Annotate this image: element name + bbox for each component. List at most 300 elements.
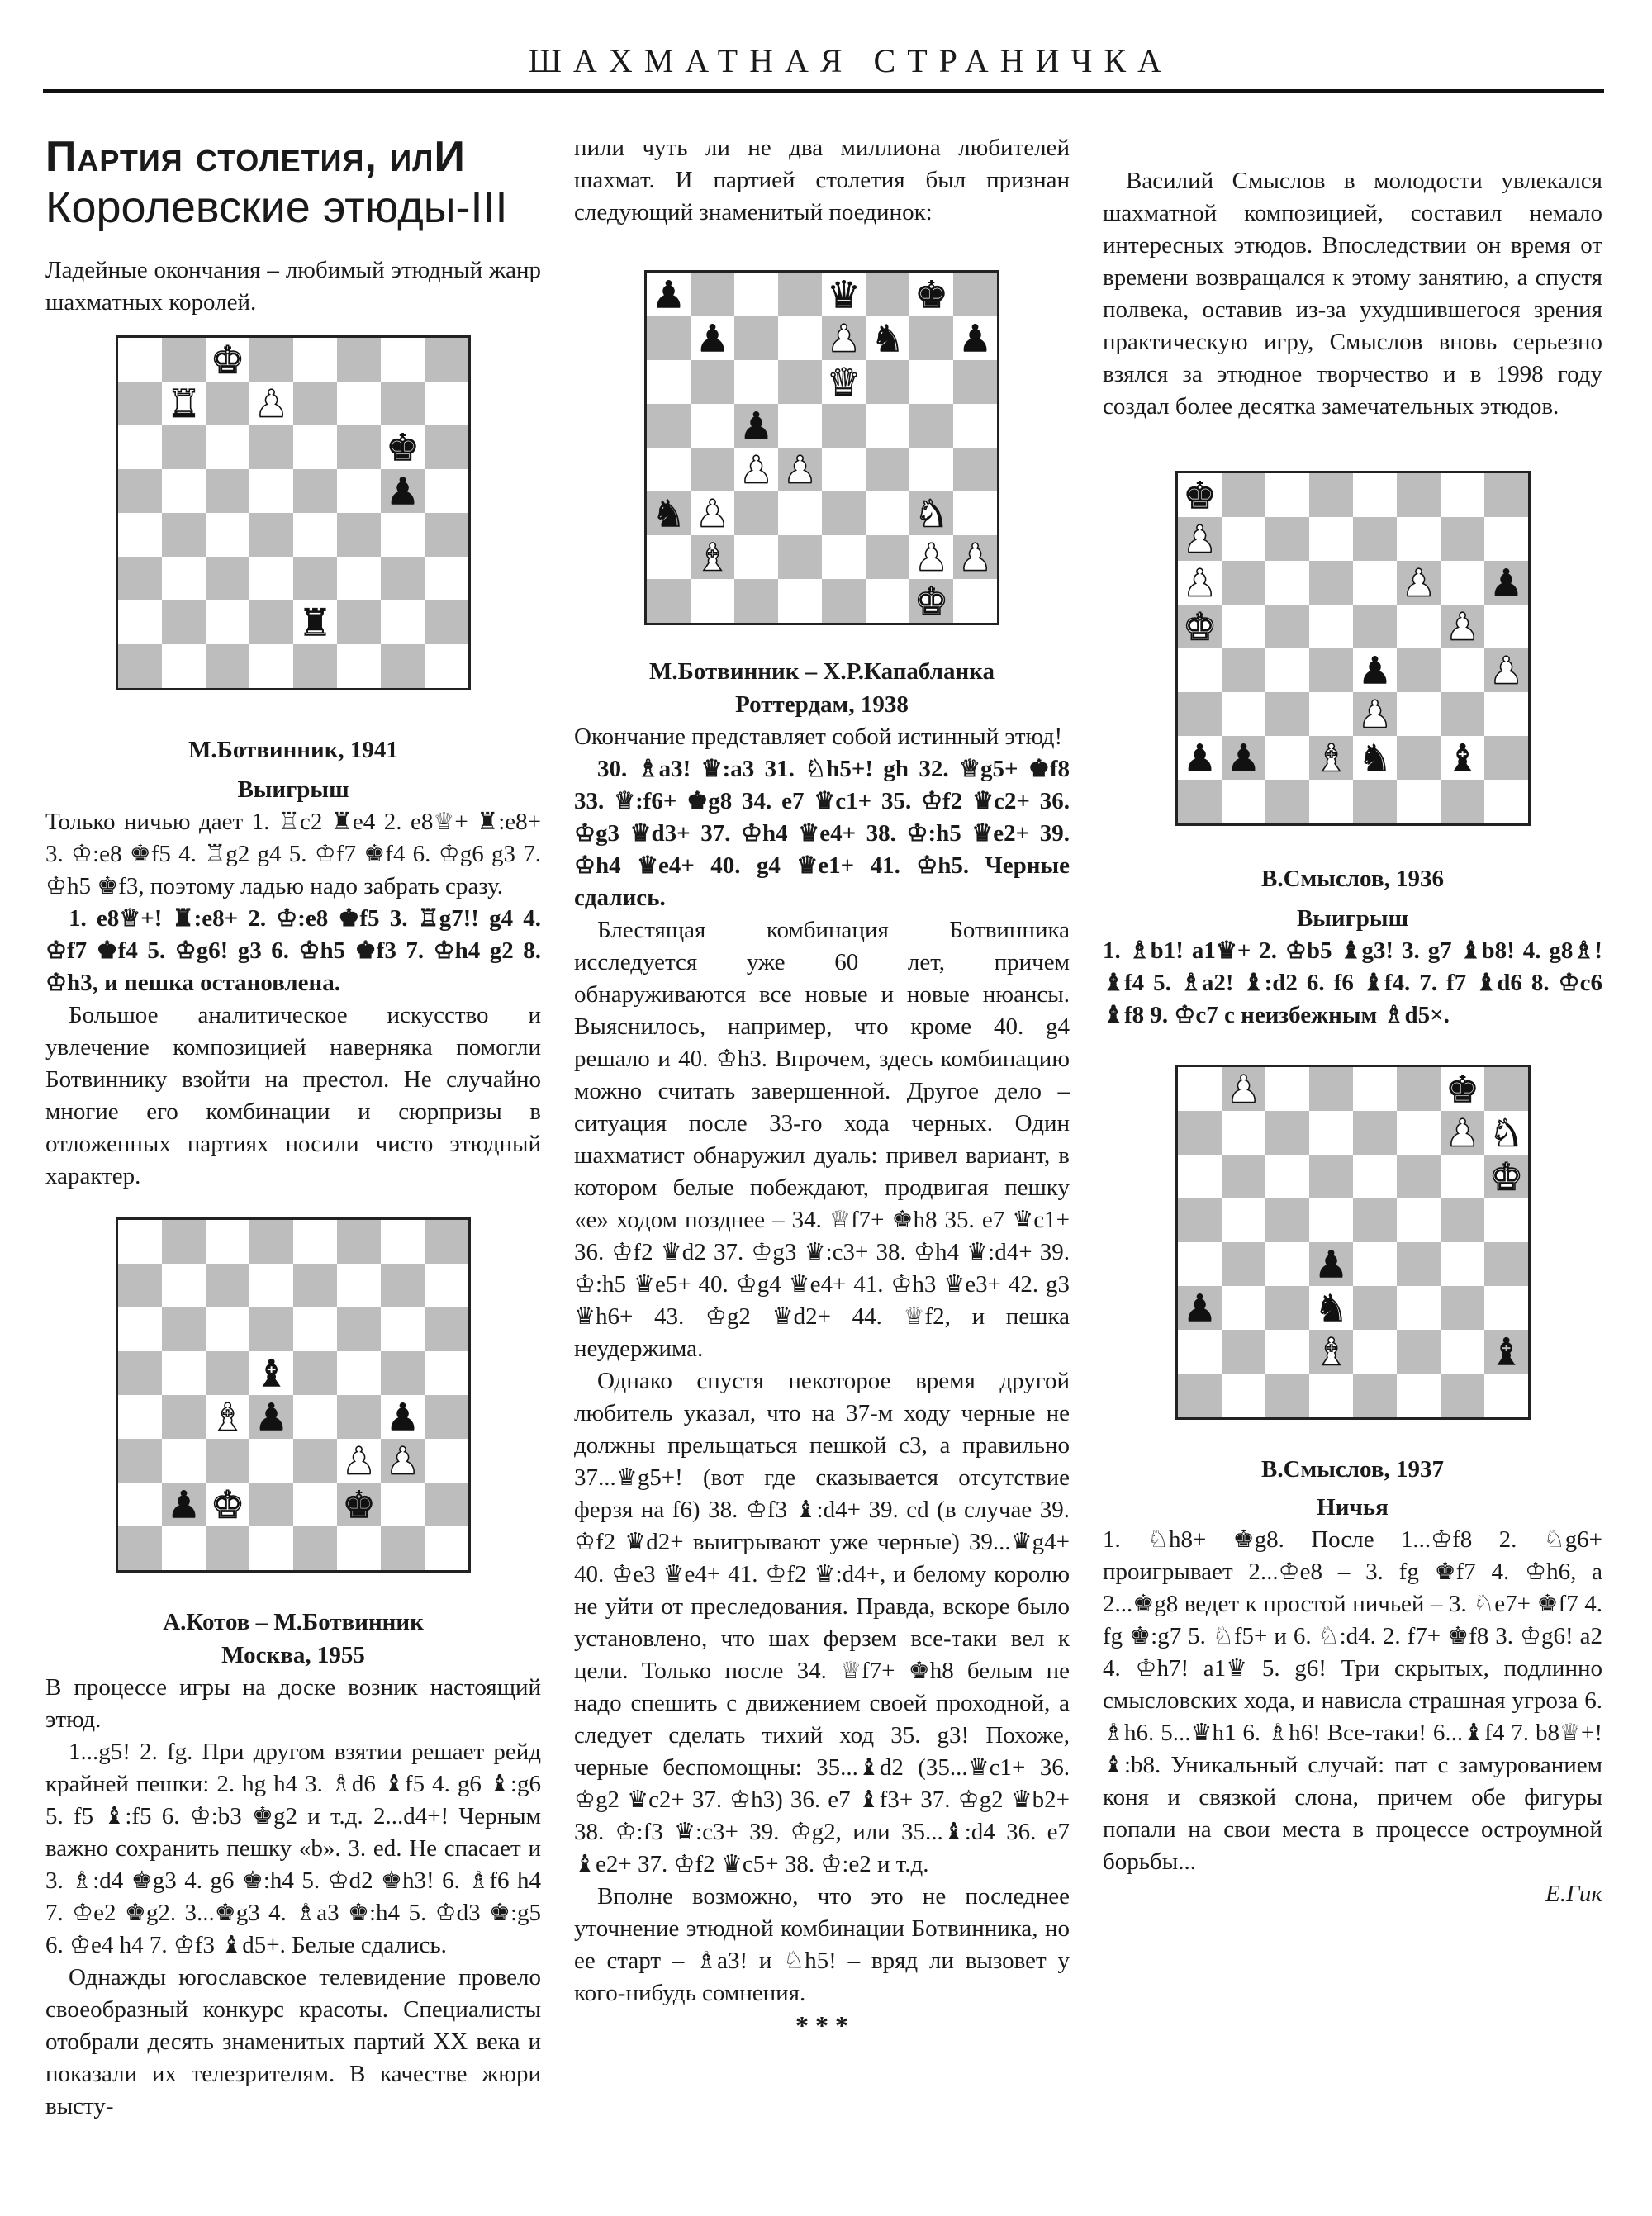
board-square — [381, 1264, 425, 1307]
board-square — [1178, 648, 1222, 692]
black-pawn-icon: ♟ — [652, 273, 686, 317]
board-square — [425, 513, 468, 557]
board-square — [778, 579, 822, 623]
board-square — [206, 382, 249, 425]
board-square — [1309, 1155, 1353, 1198]
board-square — [1397, 1155, 1441, 1198]
board-square — [293, 1351, 337, 1395]
board-square — [425, 1351, 468, 1395]
board-square — [647, 316, 691, 360]
board-square — [425, 1220, 468, 1264]
paragraph: Вполне возможно, что это не последнее уточнение этюдной комбинации Ботвинника, но ее старт – ♗a3! и ♘h5! – вряд ли вызовет у кого-нибудь сомнения. — [574, 1883, 1070, 2006]
board-square — [1353, 1198, 1397, 1242]
board-square — [1484, 605, 1528, 648]
diagram-3-caption — [574, 655, 1070, 721]
board-square — [118, 1307, 162, 1351]
black-king-icon: ♚ — [386, 425, 420, 470]
board-square — [162, 644, 206, 688]
board-square — [425, 469, 468, 513]
board-square — [249, 600, 293, 644]
black-king-icon: ♚ — [1445, 1067, 1479, 1112]
board-square — [822, 448, 866, 491]
black-queen-icon: ♛ — [827, 273, 861, 317]
board-square — [118, 1351, 162, 1395]
board-square — [1397, 780, 1441, 823]
board-square — [162, 600, 206, 644]
board-square — [1441, 1242, 1484, 1286]
board-square — [118, 1264, 162, 1307]
paragraph: 1. ♘h8+ ♚g8. После 1...♔f8 2. ♘g6+ проигрывает 2...♔e8 – 3. fg ♚f7 4. ♔h6, а 2...♚g8 ведет к простой ничьей – 3. ♘e7+ ♚f7 4. fg ♚:g7 5. ♘f5+ и 6. ♘:d4. 2. f7+ ♚f8 3. ♔g6! a2 4. ♔h7! a1♛ 5. g6! Три скрытых, подлинно смысловских хода, и нависла страшная угроза 6. ♗h6. 5...♛h1 6. ♗h6! Все-таки! 6...♝f4 7. b8♕+! ♝:b8. Уникальный случай: пат с замурованием коня и связкой слона, причем обе фигуры попали на свои места в процессе остроумной борьбы... — [1103, 1526, 1602, 1875]
board-square — [118, 1526, 162, 1570]
board-square — [206, 513, 249, 557]
white-knight-icon: ♞ — [914, 491, 948, 536]
board-square — [381, 1220, 425, 1264]
board-square — [118, 1395, 162, 1439]
board-square — [293, 644, 337, 688]
white-pawn-icon: ♟ — [254, 382, 288, 426]
black-pawn-icon: ♟ — [1182, 1286, 1217, 1331]
board-square — [778, 491, 822, 535]
section-separator: * * * — [795, 2010, 848, 2040]
board-square — [953, 273, 997, 316]
board-square — [1353, 1374, 1397, 1417]
board-square — [953, 404, 997, 448]
board-square — [647, 579, 691, 623]
diagram-2-caption — [45, 1606, 541, 1672]
board-square — [866, 448, 909, 491]
board-square — [1222, 692, 1265, 736]
diagram-2-title: А.Котов – М.Ботвинник — [163, 1609, 424, 1635]
white-pawn-icon: ♟ — [1182, 561, 1217, 605]
board-square — [1222, 1111, 1265, 1155]
chess-diagram-1 — [116, 335, 471, 690]
board-square — [425, 644, 468, 688]
black-pawn-icon: ♟ — [958, 316, 992, 361]
board-square — [293, 1307, 337, 1351]
board-square — [206, 1351, 249, 1395]
board-square — [1397, 1198, 1441, 1242]
black-king-icon: ♚ — [1182, 473, 1217, 518]
board-square — [206, 425, 249, 469]
board-square — [1397, 736, 1441, 780]
board-square — [866, 579, 909, 623]
white-pawn-icon: ♟ — [386, 1439, 420, 1483]
board-square — [425, 1483, 468, 1526]
board-square — [1178, 1111, 1222, 1155]
board-square — [337, 600, 381, 644]
board-square — [866, 404, 909, 448]
paragraph: 1...g5! 2. fg. При другом взятии решает рейд крайней пешки: 2. hg h4 3. ♗d6 ♝f5 4. g6 ♝:g6 5. f5 ♝:f5 6. ♔:b3 ♚g2 и т.д. 2...d4+! Черным важно сохранить пешку «b». 3. ed. Не спасает и 3. ♗:d4 ♚g3 4. g6 ♚:h4 5. ♔d2 ♚h3! 6. ♗f6 h4 7. ♔e2 ♚g2. 3...♚g3 4. ♗a3 ♚:h4 5. ♔d3 ♚:g5 6. ♔e4 h4 7. ♔f3 ♝d5+. Белые сдались. — [45, 1739, 541, 1958]
board-square — [691, 579, 734, 623]
board-square — [1222, 1374, 1265, 1417]
board-square — [778, 360, 822, 404]
board-square — [425, 557, 468, 600]
diagram-4-result: Выигрыш — [1296, 905, 1409, 932]
white-pawn-icon: ♟ — [1488, 648, 1523, 693]
board-square — [1309, 605, 1353, 648]
black-king-icon: ♚ — [914, 273, 948, 317]
chess-diagram-5 — [1175, 1065, 1531, 1420]
board-square — [381, 1483, 425, 1526]
white-pawn-icon: ♟ — [1401, 561, 1436, 605]
board-square — [1265, 648, 1309, 692]
column-1 — [45, 132, 541, 2123]
chessboard-svg — [118, 1220, 468, 1570]
board-square — [162, 338, 206, 382]
board-square — [734, 535, 778, 579]
board-square — [249, 513, 293, 557]
board-square — [647, 448, 691, 491]
board-square — [691, 404, 734, 448]
chessboard-svg — [1178, 473, 1528, 823]
board-square — [1309, 1374, 1353, 1417]
board-square — [1441, 473, 1484, 517]
board-square — [293, 1220, 337, 1264]
board-square — [425, 425, 468, 469]
board-square — [381, 600, 425, 644]
board-square — [1265, 736, 1309, 780]
board-square — [206, 1439, 249, 1483]
board-square — [1309, 561, 1353, 605]
board-square — [1484, 1374, 1528, 1417]
board-square — [1178, 692, 1222, 736]
diagram-2-place: Москва, 1955 — [221, 1642, 365, 1668]
board-square — [425, 338, 468, 382]
board-square — [1178, 1374, 1222, 1417]
board-square — [866, 273, 909, 316]
board-square — [1178, 1155, 1222, 1198]
board-square — [162, 1264, 206, 1307]
board-square — [118, 1220, 162, 1264]
board-square — [206, 469, 249, 513]
paragraph: Однажды югославское телевидение провело своеобразный конкурс красоты. Специалисты отобрали десять знаменитых партий XX века и показали их телезрителям. В качестве жюри высту- — [45, 1964, 541, 2119]
board-square — [1441, 561, 1484, 605]
board-square — [1309, 692, 1353, 736]
board-square — [1265, 1155, 1309, 1198]
black-pawn-icon: ♟ — [1226, 736, 1260, 781]
board-square — [1441, 1198, 1484, 1242]
diagram-1-title: М.Ботвинник, 1941 — [188, 737, 398, 763]
black-pawn-icon: ♟ — [167, 1483, 201, 1527]
board-square — [425, 1526, 468, 1570]
board-square — [1265, 517, 1309, 561]
board-square — [249, 644, 293, 688]
black-knight-icon: ♞ — [652, 491, 686, 536]
board-square — [1441, 780, 1484, 823]
board-square — [162, 1439, 206, 1483]
headline-line-1: Партия столетия, илИ — [45, 133, 466, 181]
board-square — [778, 316, 822, 360]
board-square — [1397, 1242, 1441, 1286]
board-square — [337, 1220, 381, 1264]
board-square — [337, 1351, 381, 1395]
chessboard-svg — [1178, 1067, 1528, 1417]
paragraph: 1. ♗b1! a1♛+ 2. ♔b5 ♝g3! 3. g7 ♝b8! 4. g8♗! ♝f4 5. ♗a2! ♝:d2 6. f6 ♝f4. 7. f7 ♝d6 8. ♔c6 ♝f8 9. ♔c7 с неизбежным ♗d5×. — [1103, 937, 1602, 1028]
board-square — [953, 491, 997, 535]
board-square — [1222, 473, 1265, 517]
board-square — [1353, 780, 1397, 823]
board-square — [1265, 561, 1309, 605]
board-square — [1441, 1330, 1484, 1374]
board-square — [162, 1307, 206, 1351]
board-square — [1484, 1198, 1528, 1242]
black-bishop-icon: ♝ — [254, 1351, 288, 1396]
board-square — [206, 1264, 249, 1307]
diagram-5-title: В.Смыслов, 1937 — [1260, 1456, 1444, 1483]
board-square — [118, 469, 162, 513]
board-square — [293, 1439, 337, 1483]
black-rook-icon: ♜ — [298, 600, 332, 645]
board-square — [118, 644, 162, 688]
board-square — [1265, 1111, 1309, 1155]
board-square — [1265, 692, 1309, 736]
board-square — [1353, 1286, 1397, 1330]
board-square — [647, 535, 691, 579]
running-head — [0, 31, 1652, 81]
board-square — [162, 1526, 206, 1570]
board-square — [1222, 605, 1265, 648]
white-king-icon: ♚ — [1182, 605, 1217, 649]
board-square — [953, 360, 997, 404]
board-square — [293, 1395, 337, 1439]
running-head-rule — [43, 89, 1604, 93]
white-queen-icon: ♛ — [827, 360, 861, 405]
board-square — [1353, 605, 1397, 648]
board-square — [206, 1220, 249, 1264]
black-pawn-icon: ♟ — [739, 404, 773, 448]
board-square — [691, 360, 734, 404]
board-square — [206, 1526, 249, 1570]
white-pawn-icon: ♟ — [695, 491, 729, 536]
board-square — [1222, 561, 1265, 605]
board-square — [337, 1526, 381, 1570]
board-square — [381, 382, 425, 425]
board-square — [734, 316, 778, 360]
board-square — [734, 491, 778, 535]
white-bishop-icon: ♝ — [695, 535, 729, 580]
white-pawn-icon: ♟ — [958, 535, 992, 580]
diagram-3-place: Роттердам, 1938 — [735, 691, 909, 718]
diagram-1-result: Выигрыш — [237, 776, 349, 803]
board-square — [162, 1220, 206, 1264]
board-square — [1397, 473, 1441, 517]
board-square — [909, 360, 953, 404]
author-signature: Е.Гик — [1545, 1881, 1602, 1907]
board-square — [249, 1264, 293, 1307]
board-square — [1309, 1067, 1353, 1111]
board-square — [1397, 1374, 1441, 1417]
white-pawn-icon: ♟ — [1445, 605, 1479, 649]
board-square — [1222, 648, 1265, 692]
chess-diagram-2 — [116, 1217, 471, 1573]
white-pawn-icon: ♟ — [827, 316, 861, 361]
paragraph: 30. ♗a3! ♛:a3 31. ♘h5+! gh 32. ♕g5+ ♚f8 33. ♕:f6+ ♚g8 34. e7 ♛c1+ 35. ♔f2 ♛c2+ 36. ♔g3 ♛d3+ 37. ♔h4 ♛e4+ 38. ♔:h5 ♛e2+ 39. ♔h4 ♛e4+ 40. g4 ♛e1+ 41. ♔h5. Черные сдались. — [574, 756, 1070, 911]
board-square — [249, 1439, 293, 1483]
paragraph: Василий Смыслов в молодости увлекался шахматной композицией, составил немало интересных этюдов. Впоследствии он время от времени возвращался к этому занятию, а спустя полвека, оставив из-за ухудшившегося зрения практическую игру, Смыслов вновь серьезно взялся за этюдное творчество и в 1998 году создал более десятка замечательных этюдов. — [1103, 168, 1602, 420]
board-square — [1397, 1111, 1441, 1155]
board-square — [1353, 473, 1397, 517]
black-pawn-icon: ♟ — [386, 1395, 420, 1440]
board-square — [337, 382, 381, 425]
board-square — [1353, 1111, 1397, 1155]
board-square — [206, 644, 249, 688]
board-square — [1265, 1242, 1309, 1286]
board-square — [1441, 648, 1484, 692]
board-square — [118, 600, 162, 644]
board-square — [249, 338, 293, 382]
board-square — [691, 273, 734, 316]
board-square — [162, 557, 206, 600]
board-square — [1265, 1330, 1309, 1374]
board-square — [293, 513, 337, 557]
board-square — [1484, 517, 1528, 561]
board-square — [293, 1483, 337, 1526]
black-pawn-icon: ♟ — [386, 469, 420, 514]
board-square — [381, 1526, 425, 1570]
board-square — [1222, 1242, 1265, 1286]
board-square — [1178, 1198, 1222, 1242]
board-square — [1178, 1242, 1222, 1286]
board-square — [337, 425, 381, 469]
black-bishop-icon: ♝ — [1488, 1330, 1523, 1374]
board-square — [734, 579, 778, 623]
white-knight-icon: ♞ — [1488, 1111, 1523, 1155]
board-square — [1265, 605, 1309, 648]
board-square — [337, 469, 381, 513]
board-square — [953, 448, 997, 491]
black-pawn-icon: ♟ — [254, 1395, 288, 1440]
board-square — [822, 404, 866, 448]
board-square — [1309, 517, 1353, 561]
column-3 — [1103, 132, 1602, 1910]
board-square — [206, 557, 249, 600]
white-rook-icon: ♜ — [167, 382, 201, 426]
board-square — [1222, 1286, 1265, 1330]
board-square — [118, 1483, 162, 1526]
board-square — [293, 1526, 337, 1570]
board-square — [381, 338, 425, 382]
board-square — [822, 491, 866, 535]
board-square — [381, 1351, 425, 1395]
board-square — [1265, 473, 1309, 517]
board-square — [1178, 780, 1222, 823]
white-pawn-icon: ♟ — [1357, 692, 1392, 737]
board-square — [1484, 736, 1528, 780]
board-square — [1353, 1242, 1397, 1286]
chessboard-svg — [118, 338, 468, 688]
board-square — [381, 513, 425, 557]
board-square — [1397, 517, 1441, 561]
board-square — [778, 404, 822, 448]
chess-diagram-4 — [1175, 471, 1531, 826]
board-square — [1397, 605, 1441, 648]
white-pawn-icon: ♟ — [914, 535, 948, 580]
board-square — [162, 1395, 206, 1439]
board-square — [647, 360, 691, 404]
white-bishop-icon: ♝ — [1313, 1330, 1348, 1374]
board-square — [293, 469, 337, 513]
white-pawn-icon: ♟ — [342, 1439, 376, 1483]
board-square — [1353, 1067, 1397, 1111]
board-square — [1222, 1155, 1265, 1198]
board-square — [1178, 1330, 1222, 1374]
paragraph: В процессе игры на доске возник настоящий этюд. — [45, 1674, 541, 1733]
board-square — [1265, 780, 1309, 823]
black-pawn-icon: ♟ — [1488, 561, 1523, 605]
board-square — [293, 382, 337, 425]
board-square — [118, 338, 162, 382]
white-pawn-icon: ♟ — [1182, 517, 1217, 562]
board-square — [1178, 1067, 1222, 1111]
board-square — [1441, 517, 1484, 561]
black-pawn-icon: ♟ — [1313, 1242, 1348, 1287]
board-square — [1222, 780, 1265, 823]
board-square — [337, 338, 381, 382]
board-square — [691, 448, 734, 491]
board-square — [1265, 1067, 1309, 1111]
board-square — [909, 316, 953, 360]
white-pawn-icon: ♟ — [739, 448, 773, 492]
paragraph: Только ничью дает 1. ♖c2 ♜e4 2. e8♕+ ♜:e8+ 3. ♔:e8 ♚f5 4. ♖g2 g4 5. ♔f7 ♚f4 6. ♔g6 g3 7. ♔h5 ♚f3, поэтому ладью надо забрать сразу. — [45, 809, 541, 899]
paragraph: Однако спустя некоторое время другой любитель указал, что на 37-м ходу черные не должны прельщаться пешкой c3, а правильно 37...♛g5+! (вот где сказывается отсутствие ферзя на f6) 38. ♔f3 ♝:d4+ 39. cd (в случае 39. ♔f2 ♛d2+ выигрывают уже черные) 39...♛g4+ 40. ♔e3 ♛e4+ 41. ♔f2 ♛:d4+, и белому королю не уйти от преследования. Правда, вскоре было установлено, что шах ферзем все-таки вел к цели. Только после 34. ♕f7+ ♚h8 белым не надо спешить с движением своей проходной, а следует сделать тихий ход 35. g3! Похоже, черные беспомощны: 35...♝d2 (35...♛c1+ 36. ♔g2 ♛c2+ 37. ♔h3) 36. e7 ♝f3+ 37. ♔g2 ♛b2+ 38. ♔:f3 ♛:c3+ 39. ♔g2, или 35...♝:d4 36. e7 ♝e2+ 37. ♔f2 ♛c5+ 38. ♔:e2 и т.д. — [574, 1368, 1070, 1877]
board-square — [337, 1264, 381, 1307]
board-square — [1353, 1155, 1397, 1198]
board-square — [953, 579, 997, 623]
board-square — [293, 338, 337, 382]
board-square — [1353, 1330, 1397, 1374]
black-pawn-icon: ♟ — [1182, 736, 1217, 781]
board-square — [1265, 1286, 1309, 1330]
board-square — [337, 1395, 381, 1439]
board-square — [909, 448, 953, 491]
white-king-icon: ♚ — [211, 1483, 244, 1527]
board-square — [1309, 780, 1353, 823]
paragraph: 1. e8♕+! ♜:e8+ 2. ♔:e8 ♚f5 3. ♖g7!! g4 4. ♔f7 ♚f4 5. ♔g6! g3 6. ♔h5 ♚f3 7. ♔h4 g2 8. ♔h3, и пешка остановлена. — [45, 905, 541, 996]
white-bishop-icon: ♝ — [1313, 736, 1348, 781]
board-square — [647, 404, 691, 448]
board-square — [162, 425, 206, 469]
board-square — [1484, 1067, 1528, 1111]
board-square — [1309, 1111, 1353, 1155]
board-square — [1397, 1067, 1441, 1111]
board-square — [249, 1307, 293, 1351]
board-square — [1441, 1155, 1484, 1198]
board-square — [162, 469, 206, 513]
white-bishop-icon: ♝ — [211, 1395, 244, 1440]
board-square — [1484, 473, 1528, 517]
board-square — [425, 600, 468, 644]
white-king-icon: ♚ — [1488, 1155, 1523, 1199]
board-square — [1484, 1286, 1528, 1330]
paragraph: пили чуть ли не два миллиона любителей шахмат. И партией столетия был признан следующий знаменитый поединок: — [574, 135, 1070, 225]
board-square — [425, 1395, 468, 1439]
black-pawn-icon: ♟ — [1357, 648, 1392, 693]
board-square — [118, 425, 162, 469]
board-square — [1441, 1286, 1484, 1330]
diagram-3-title: М.Ботвинник – Х.Р.Капабланка — [649, 658, 995, 685]
board-square — [249, 425, 293, 469]
board-square — [293, 1264, 337, 1307]
white-pawn-icon: ♟ — [1445, 1111, 1479, 1155]
board-square — [909, 404, 953, 448]
board-square — [1397, 692, 1441, 736]
board-square — [822, 535, 866, 579]
board-square — [337, 1307, 381, 1351]
board-square — [778, 535, 822, 579]
board-square — [381, 644, 425, 688]
board-square — [822, 579, 866, 623]
board-square — [866, 535, 909, 579]
